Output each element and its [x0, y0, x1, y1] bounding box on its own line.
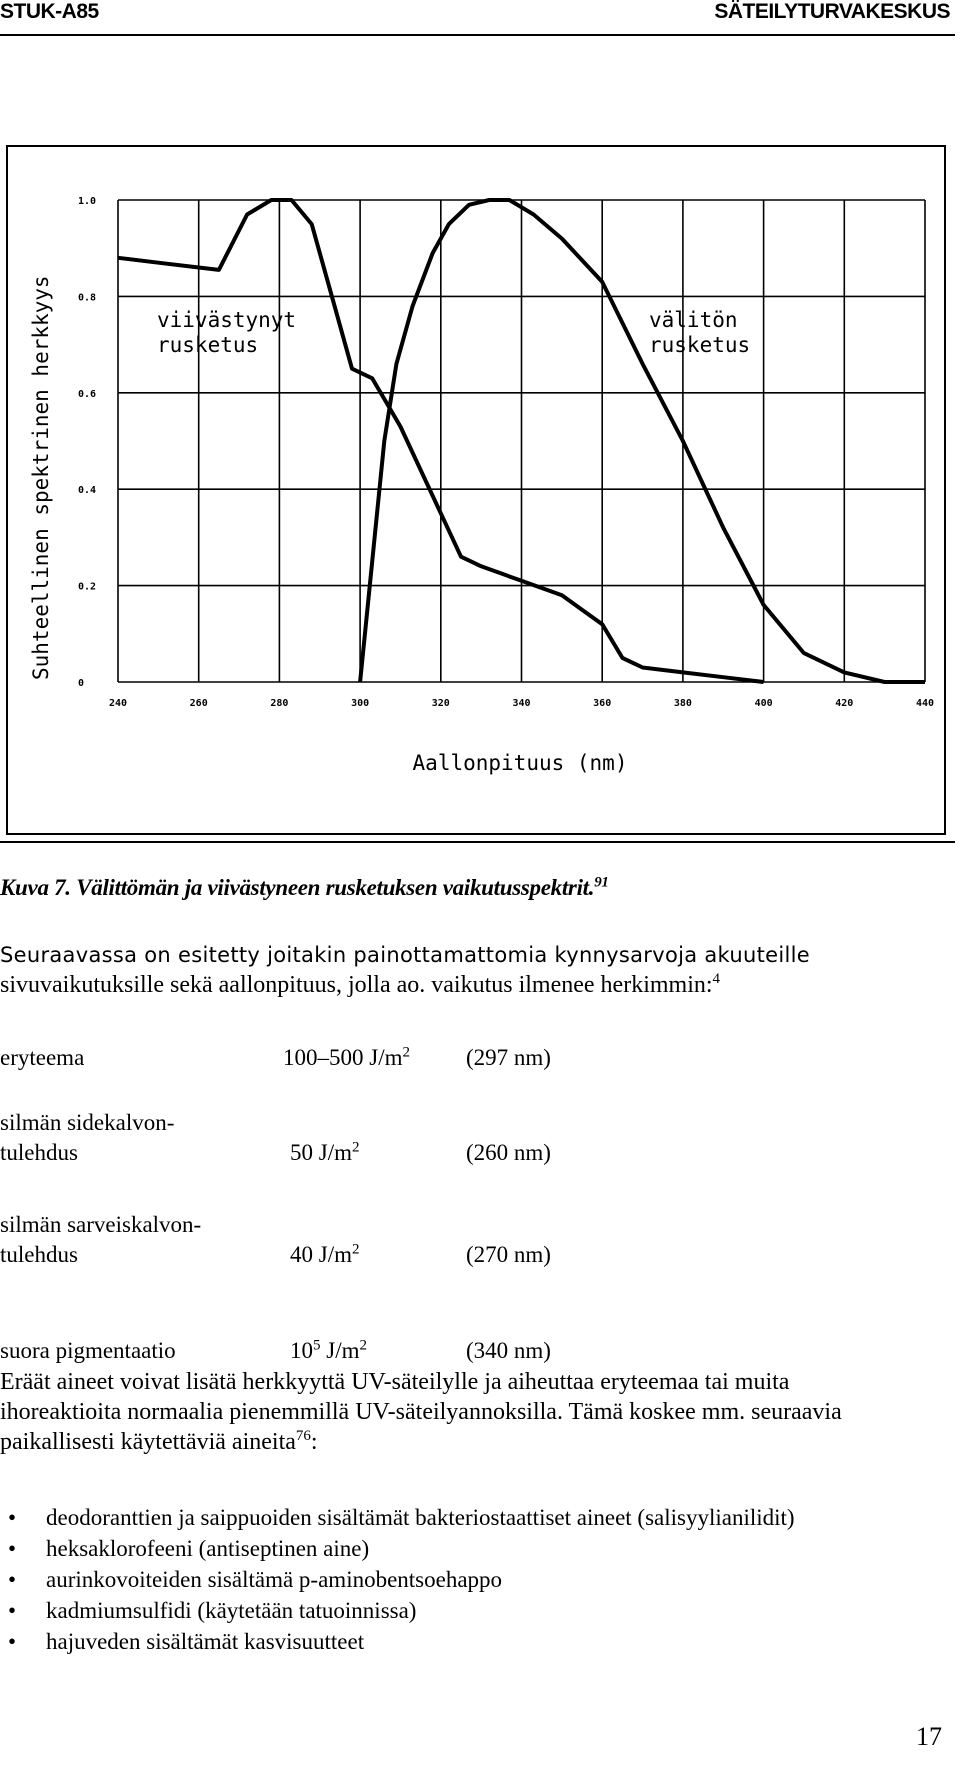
- threshold-wavelength: (340 nm): [466, 1338, 551, 1363]
- list-item-text: heksaklorofeeni (antiseptinen aine): [46, 1536, 370, 1561]
- bullet-icon: •: [8, 1536, 17, 1561]
- intro-line-2: [0, 970, 720, 1000]
- annotation-immediate-line1: välitön: [649, 308, 738, 332]
- x-tick-label: 360: [593, 698, 612, 709]
- threshold-value: [290, 1140, 359, 1166]
- bullet-icon: •: [8, 1505, 17, 1530]
- annotation-delayed-line2: rusketus: [157, 333, 259, 357]
- y-tick-label: 0.4: [78, 485, 97, 497]
- threshold-value-base: 100–500 J/m: [283, 1045, 403, 1070]
- bullet-icon: •: [8, 1629, 17, 1654]
- series-line-immediate: [360, 200, 925, 682]
- threshold-value-base: 50 J/m: [290, 1140, 352, 1165]
- x-tick-labels: [109, 698, 934, 709]
- intro-ref: 4: [712, 971, 721, 987]
- threshold-unit-exponent: 2: [359, 1337, 367, 1354]
- spectrum-chart: [0, 0, 960, 840]
- x-tick-label: 260: [189, 698, 208, 709]
- threshold-wavelength: (260 nm): [466, 1140, 551, 1165]
- threshold-unit-exponent: 2: [402, 1044, 410, 1061]
- substance-list: [0, 1502, 795, 1657]
- x-tick-label: 280: [270, 698, 289, 709]
- bullet-icon: •: [8, 1567, 17, 1592]
- y-tick-label: 0.2: [78, 581, 97, 593]
- x-tick-label: 340: [512, 698, 531, 709]
- threshold-unit-exponent: 2: [351, 1139, 360, 1156]
- x-tick-label: 400: [754, 698, 773, 709]
- x-tick-label: 440: [915, 698, 935, 709]
- threshold-value-unit: J/m: [320, 1338, 360, 1363]
- figure-rule: [0, 841, 955, 843]
- threshold-effect: tulehdus: [0, 1242, 78, 1267]
- threshold-value-exponent: 5: [313, 1337, 321, 1354]
- list-item: [0, 1502, 795, 1533]
- y-tick-label: 0.8: [78, 292, 97, 304]
- threshold-effect: tulehdus: [0, 1140, 78, 1165]
- chart-grid: [118, 200, 925, 682]
- threshold-effect-line1: silmän sarveiskalvon-: [0, 1212, 202, 1237]
- threshold-value: [290, 1338, 367, 1364]
- running-header-left: STUK-A85: [0, 0, 99, 23]
- threshold-value-base: 10: [290, 1338, 313, 1363]
- annotation-immediate-line2: rusketus: [649, 333, 751, 357]
- threshold-effect-line1: silmän sidekalvon-: [0, 1110, 175, 1135]
- list-item: [0, 1533, 795, 1564]
- threshold-value: [290, 1242, 359, 1268]
- para2-line-2: ihoreaktioita normaalia pienemmillä UV-säteilyannoksilla. Tämä koskee mm. seuraavia: [0, 1399, 842, 1425]
- para2-ref: 76: [295, 1428, 311, 1444]
- threshold-wavelength: (270 nm): [466, 1242, 551, 1267]
- para2-line-1: Eräät aineet voivat lisätä herkkyyttä UV-säteilylle ja aiheuttaa eryteemaa tai muita: [0, 1369, 790, 1395]
- figure-caption: [0, 875, 609, 901]
- list-item-text: deodoranttien ja saippuoiden sisältämät bakteriostaattiset aineet (salisyylianilidit): [46, 1505, 795, 1530]
- caption-text: Välittömän ja viivästyneen rusketuksen vaikutusspektrit.: [76, 875, 595, 900]
- y-tick-labels: [78, 196, 96, 689]
- x-axis-label: Aallonpituus (nm): [412, 751, 628, 775]
- x-tick-label: 320: [431, 698, 450, 709]
- threshold-value-base: 40 J/m: [290, 1242, 352, 1267]
- running-header-right: SÄTEILYTURVAKESKUS: [714, 0, 950, 23]
- list-item-text: hajuveden sisältämät kasvisuutteet: [46, 1629, 365, 1654]
- list-item: [0, 1564, 795, 1595]
- x-tick-label: 300: [351, 698, 370, 709]
- y-axis-label: Suhteellinen spektrinen herkkyys: [29, 275, 53, 680]
- para2-line-3: [0, 1427, 318, 1457]
- threshold-value: [283, 1045, 410, 1071]
- para2-line-3-text: paikallisesti käytettäviä aineita: [0, 1429, 296, 1455]
- caption-label: Kuva 7.: [0, 875, 71, 900]
- threshold-wavelength: (297 nm): [466, 1045, 551, 1070]
- para2-tail: :: [310, 1429, 318, 1455]
- intro-line-2-text: sivuvaikutuksille sekä aallonpituus, jolla ao. vaikutus ilmenee herkimmin:: [0, 972, 713, 998]
- x-tick-label: 420: [835, 698, 854, 709]
- list-item-text: aurinkovoiteiden sisältämä p-aminobentsoehappo: [46, 1567, 503, 1592]
- x-tick-label: 240: [108, 698, 128, 709]
- annotation-delayed-line1: viivästynyt: [157, 308, 297, 332]
- threshold-effect: suora pigmentaatio: [0, 1338, 176, 1363]
- list-item: [0, 1626, 795, 1657]
- y-tick-label: 1.0: [78, 196, 97, 207]
- caption-ref: 91: [594, 874, 609, 891]
- threshold-unit-exponent: 2: [351, 1241, 360, 1258]
- list-item: [0, 1595, 795, 1626]
- intro-line-1: Seuraavassa on esitetty joitakin painottamattomia kynnysarvoja akuuteille: [0, 943, 810, 967]
- x-tick-label: 380: [673, 698, 692, 709]
- threshold-effect: eryteema: [0, 1045, 85, 1070]
- list-item-text: kadmiumsulfidi (käytetään tatuoinnissa): [46, 1598, 417, 1623]
- y-tick-label: 0: [78, 678, 85, 689]
- y-tick-label: 0.6: [78, 388, 97, 400]
- page-number: 17: [916, 1722, 942, 1751]
- bullet-icon: •: [8, 1598, 17, 1623]
